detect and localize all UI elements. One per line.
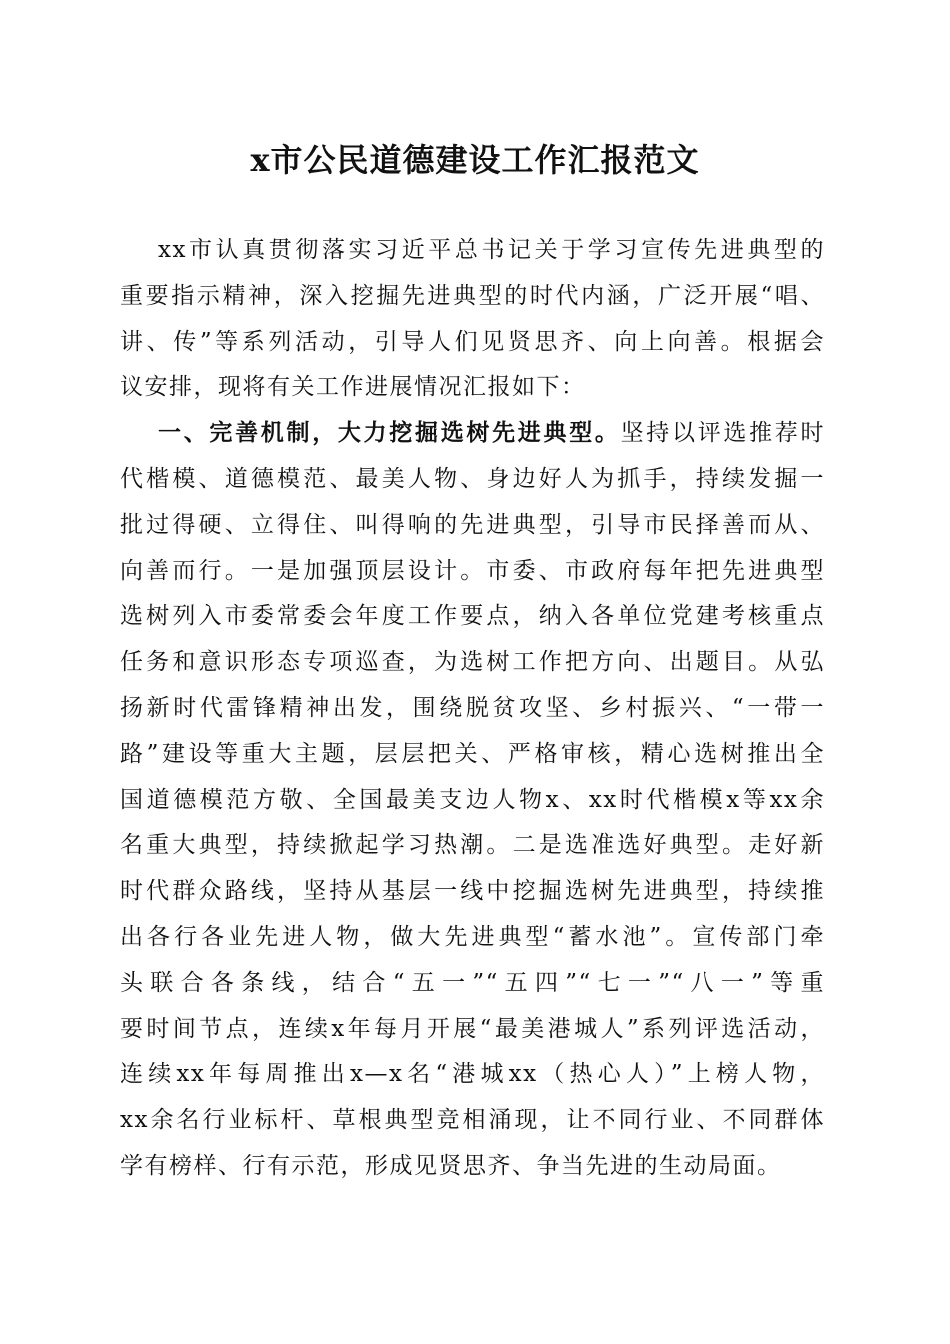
paragraph-line: 学有榜样、行有示范，形成见贤思齐、争当先进的生动局面。 <box>120 1152 782 1179</box>
document-title: x市公民道德建设工作汇报范文 <box>250 141 700 179</box>
paragraph-line: 任务和意识形态专项巡查，为选树工作把方向、出题目。从弘 <box>120 649 825 676</box>
paragraph-line: 路”建设等重大主题，层层把关、严格审核，精心选树推出全 <box>120 740 825 767</box>
paragraph-line: 向善而行。一是加强顶层设计。市委、市政府每年把先进典型 <box>120 557 825 584</box>
paragraph-line: 出各行各业先进人物，做大先进典型“蓄水池”。宣传部门牵 <box>120 923 825 950</box>
section-1-heading: 一、完善机制，大力挖掘选树先进典型。 <box>158 420 621 447</box>
paragraph-line: 要时间节点，连续x年每月开展“最美港城人”系列评选活动， <box>120 1015 825 1042</box>
document-body <box>120 228 825 1190</box>
paragraph-line: 讲、传”等系列活动，引导人们见贤思齐、向上向善。根据会 <box>120 328 825 355</box>
paragraph-line <box>120 411 825 457</box>
section-1-first-line-text: 坚持以评选推荐时 <box>620 420 826 447</box>
paragraph-line: 时代群众路线，坚持从基层一线中挖掘选树先进典型，持续推 <box>120 878 825 905</box>
intro-paragraph <box>120 228 825 411</box>
paragraph-line: 批过得硬、立得住、叫得响的先进典型，引导市民择善而从、 <box>120 511 825 538</box>
paragraph-line: 连续xx年每周推出x—x名“港城xx（热心人）”上榜人物， <box>120 1061 825 1088</box>
paragraph-line: 头联合各条线，结合“五一”“五四”“七一”“八一”等重 <box>120 969 825 996</box>
paragraph-line: xx市认真贯彻落实习近平总书记关于学习宣传先进典型的 <box>158 237 825 263</box>
paragraph-line: xx余名行业标杆、草根典型竞相涌现，让不同行业、不同群体 <box>120 1107 825 1134</box>
paragraph-line: 扬新时代雷锋精神出发，围绕脱贫攻坚、乡村振兴、“一带一 <box>120 694 825 721</box>
paragraph-line: 重要指示精神，深入挖掘先进典型的时代内涵，广泛开展“唱、 <box>120 282 825 309</box>
paragraph-line: 议安排，现将有关工作进展情况汇报如下： <box>120 374 586 401</box>
paragraph-line: 国道德模范方敬、全国最美支边人物x、xx时代楷模x等xx余 <box>120 786 825 813</box>
section-1-paragraph <box>120 411 825 1190</box>
paragraph-line: 名重大典型，持续掀起学习热潮。二是选准选好典型。走好新 <box>120 832 825 859</box>
paragraph-line: 代楷模、道德模范、最美人物、身边好人为抓手，持续发掘一 <box>120 465 825 492</box>
paragraph-line: 选树列入市委常委会年度工作要点，纳入各单位党建考核重点 <box>120 603 825 630</box>
